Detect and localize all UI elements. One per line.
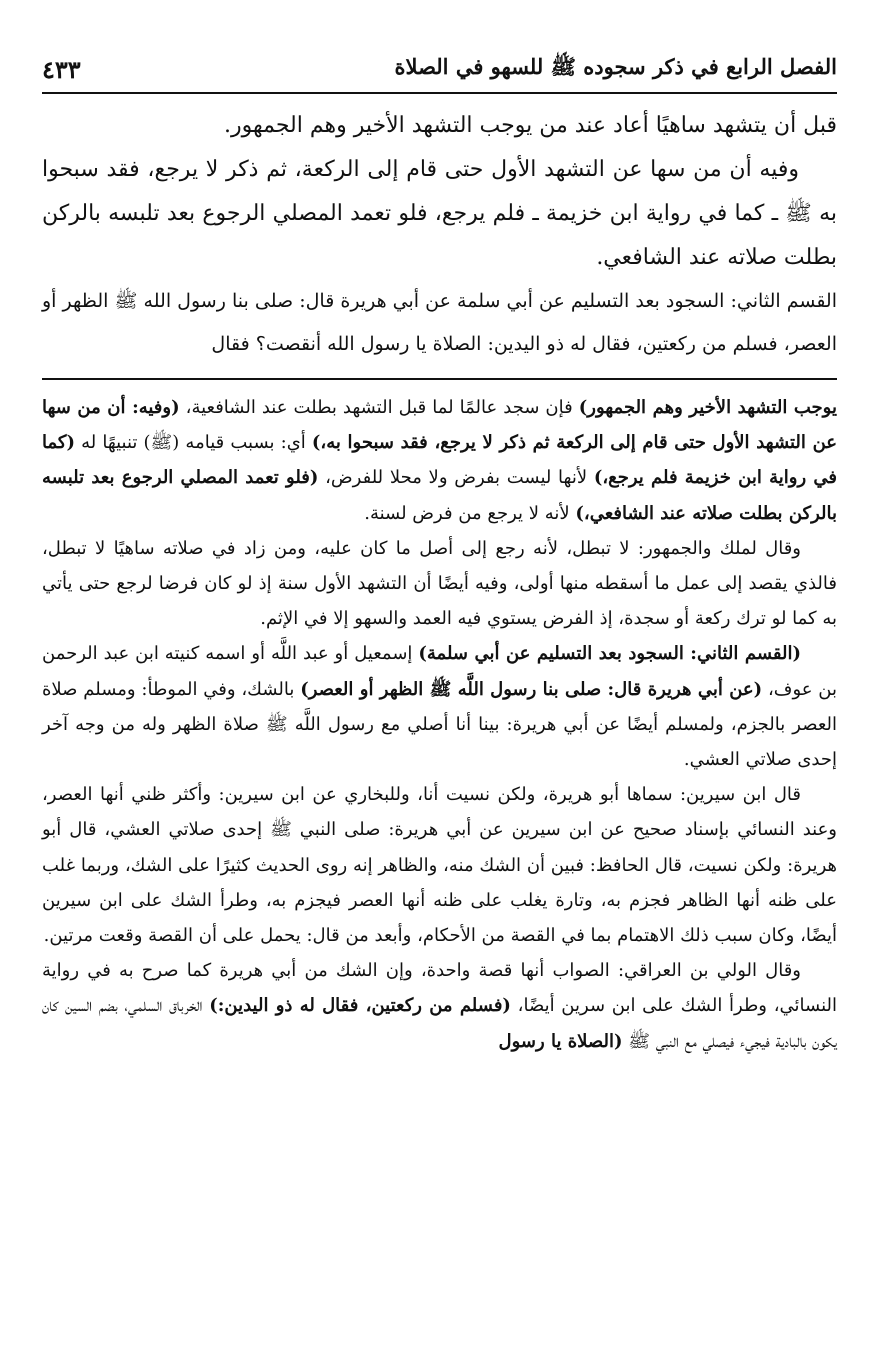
main-text-paragraph: القسم الثاني: السجود بعد التسليم عن أبي سلمة عن أبي هريرة قال: صلى بنا رسول الله ﷺ الظهر أو العصر، فسلم من ركعتين، فقال له ذو اليدين: الصلاة يا رسول الله أنقصت؟ فقال <box>42 290 837 355</box>
main-text <box>42 104 837 366</box>
quoted-text: (الصلاة يا رسول <box>498 1030 623 1052</box>
commentary-paragraph <box>42 636 837 777</box>
commentary <box>42 390 837 1059</box>
commentary-paragraph: وقال لملك والجمهور: لا تبطل، لأنه رجع إلى أصل ما كان عليه، ومن زاد في صلاته ساهيًا لا تبطل، فالذي يقصد إلى عمل ما أسقطه منها أولى، وفيه أيضًا أن التشهد الأول سنة إذ لو كان فرضا لرجع حتى يأتي به كما لو ترك ركعة أو سجدة، إذ الفرض يستوي فيه العمد والسهو إلا في الإثم. <box>42 537 837 630</box>
quoted-text: يوجب التشهد الأخير وهم الجمهور) <box>578 397 837 418</box>
commentary-text: إسمعيل أو عبد اللَّه أو اسمه كنيته ابن عبد الرحمن بن عوف، <box>42 643 837 700</box>
commentary-text: فإن سجد عالمًا لما قبل التشهد بطلت عند الشافعية، <box>179 397 579 418</box>
commentary-text: لأنها ليست بفرض ولا محلا للفرض، <box>318 467 594 489</box>
quoted-text: (القسم الثاني: السجود بعد التسليم عن أبي سلمة) <box>418 643 801 665</box>
commentary-text: الخرباق السلمي، بضم السين كان يكون بالبادية فيجيء فيصلي مع النبي ﷺ <box>42 995 837 1052</box>
quoted-text: (فسلم من ركعتين، فقال له ذو اليدين:) <box>209 995 511 1017</box>
commentary-text: بالشك، وفي الموطأ: ومسلم صلاة العصر بالجزم، ولمسلم أيضًا عن أبي هريرة: بينا أنا أصلي مع رسول اللَّه ﷺ صلاة الظهر وله من وجه آخر إحدى صلاتي العشي. <box>42 678 837 771</box>
quoted-text: (كما في رواية ابن خزيمة فلم يرجع،) <box>42 432 838 489</box>
quoted-text: (عن أبي هريرة قال: صلى بنا رسول اللَّه ﷺ الظهر أو العصر) <box>300 678 763 700</box>
quoted-text: (فلو تعمد المصلي الرجوع بعد تلبسه بالركن بطلت صلاته عند الشافعي،) <box>42 467 837 524</box>
running-header <box>42 54 837 94</box>
commentary-text: لأنه لا يرجع من فرض لسنة. <box>364 502 576 524</box>
main-text-paragraph: وفيه أن من سها عن التشهد الأول حتى قام إلى الركعة، ثم ذكر لا يرجع، فقد سبحوا به ﷺ ـ كما في رواية ابن خزيمة ـ فلم يرجع، فلو تعمد المصلي الرجوع بعد تلبسه بالركن بطلت صلاته عند الشافعي. <box>42 157 837 270</box>
commentary-paragraph <box>42 953 837 1059</box>
commentary-paragraph <box>42 390 837 531</box>
quoted-text: (وفيه: أن من سها عن التشهد الأول حتى قام إلى الركعة ثم ذكر لا يرجع، فقد سبحوا به،) <box>42 397 838 454</box>
main-text-paragraph: قبل أن يتشهد ساهيًا أعاد عند من يوجب التشهد الأخير وهم الجمهور. <box>224 113 837 138</box>
chapter-title: الفصل الرابع في ذكر سجوده ﷺ للسهو في الصلاة <box>394 54 837 79</box>
page-number: ٤٣٣ <box>42 55 81 84</box>
commentary-text: وقال الولي بن العراقي: الصواب أنها قصة واحدة، وإن الشك من أبي هريرة كما صرح به في رواية النسائي، وطرأ الشك على ابن سرين أيضًا، <box>42 960 837 1017</box>
commentary-divider <box>42 378 837 380</box>
commentary-text: أي: بسبب قيامه (ﷺ) تنبيهًا له <box>74 432 312 454</box>
commentary-paragraph: قال ابن سيرين: سماها أبو هريرة، ولكن نسيت أنا، وللبخاري عن ابن سيرين: وأكثر ظني أنها العصر، وعند النسائي بإسناد صحيح عن ابن سيرين عن أبي هريرة: صلى النبي ﷺ إحدى صلاتي العشي، قال أبو هريرة: ولكن نسيت، قال الحافظ: فبين أن الشك منه، والظاهر إنه روى الحديث كثيرًا على الشك، وربما غلب على ظنه أنها الظاهر فجزم به، وتارة يغلب على ظنه أنها العصر فيجزم به، وطرأ الشك على ابن سيرين أيضًا، وكان سبب ذلك الاهتمام بما في القصة من الأحكام، وأبعد من قال: يحمل على أن القصة وقعت مرتين. <box>42 784 837 947</box>
